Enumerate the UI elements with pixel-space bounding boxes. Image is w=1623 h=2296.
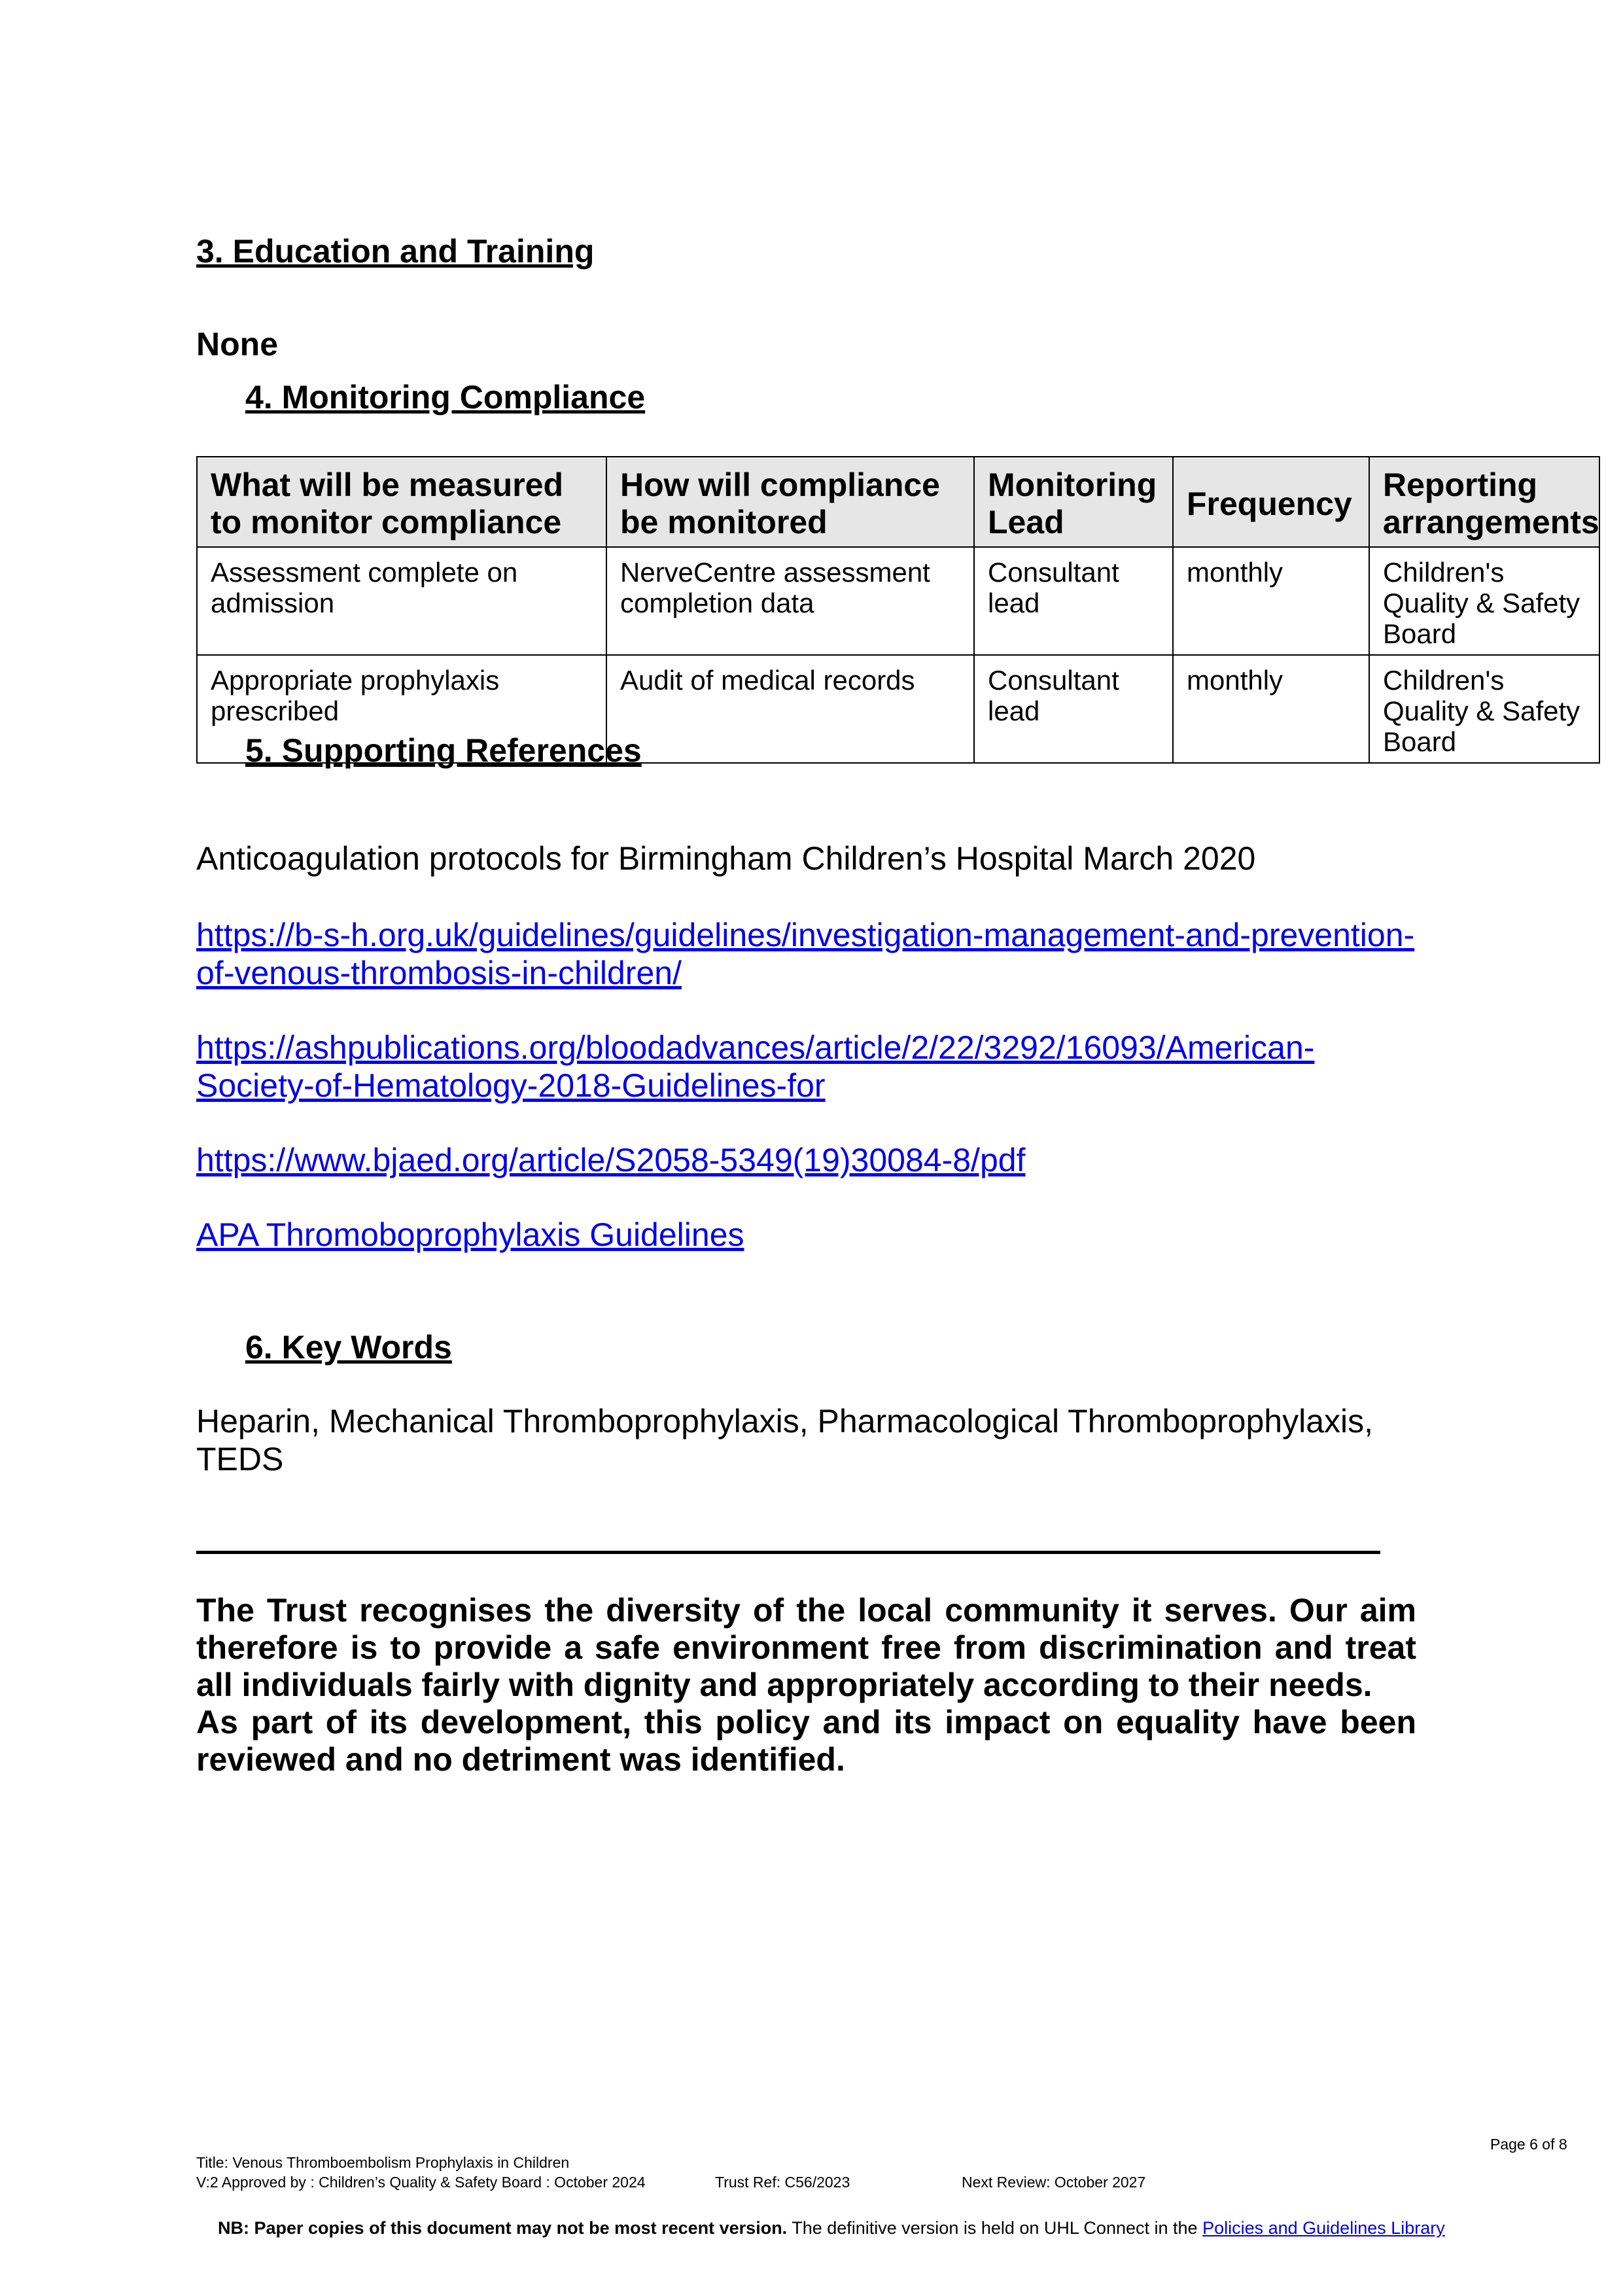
section-heading-education: 3. Education and Training <box>196 233 595 270</box>
keywords-text <box>196 1402 1373 1478</box>
policies-library-link[interactable]: Policies and Guidelines Library <box>1202 2218 1445 2238</box>
footer-nb <box>218 2217 1445 2238</box>
footer-nb-bold: NB: Paper copies of this document may not be most recent version. <box>218 2218 788 2238</box>
reference-link-line[interactable]: APA Thromoboprophylaxis Guidelines <box>196 1216 744 1253</box>
footer-trust-ref: Trust Ref: C56/2023 <box>715 2174 850 2191</box>
equality-statement <box>196 1592 1416 1778</box>
table-cell: NerveCentre assessment completion data <box>606 547 974 655</box>
table-cell: monthly <box>1173 655 1369 763</box>
reference-link-apa[interactable] <box>196 1216 744 1254</box>
monitoring-table <box>196 456 1600 764</box>
keywords-line: TEDS <box>196 1441 284 1477</box>
reference-link-ash[interactable] <box>196 1029 1314 1104</box>
table-cell: Appropriate prophylaxis prescribed <box>197 655 606 763</box>
column-header: Monitoring Lead <box>974 457 1173 547</box>
section-heading-keywords: 6. Key Words <box>245 1329 452 1366</box>
footer-title: Title: Venous Thromboembolism Prophylaxis in Children <box>196 2154 570 2171</box>
column-header: Frequency <box>1173 457 1369 547</box>
equality-statement-part: As part of its development, this policy and its impact on equality have been reviewed and no detriment was identified. <box>196 1704 1416 1778</box>
reference-link-bsh[interactable] <box>196 916 1414 992</box>
table-cell: Audit of medical records <box>606 655 974 763</box>
reference-link-line[interactable]: https://b-s-h.org.uk/guidelines/guidelines/investigation-management-and-prevention- <box>196 917 1415 953</box>
page-number: Page 6 of 8 <box>1490 2136 1567 2153</box>
keywords-line: Heparin, Mechanical Thromboprophylaxis, Pharmacological Thromboprophylaxis, <box>196 1403 1374 1439</box>
reference-link-line[interactable]: https://www.bjaed.org/article/S2058-5349(19)30084-8/pdf <box>196 1142 1026 1178</box>
column-header: What will be measured to monitor compliance <box>197 457 606 547</box>
table-cell: Children's Quality & Safety Board <box>1369 547 1599 655</box>
table-cell: Children's Quality & Safety Board <box>1369 655 1599 763</box>
table-row <box>197 547 1599 655</box>
equality-statement-part: The Trust recognises the diversity of the local community it serves. Our aim therefore is to provide a safe environment free from discrimination and treat all individuals fairly with dignity and appropriately according to their needs. <box>196 1592 1416 1703</box>
footer-approved: V:2 Approved by : Children’s Quality & Safety Board : October 2024 <box>196 2174 646 2191</box>
section-heading-monitoring: 4. Monitoring Compliance <box>245 379 646 415</box>
reference-link-line[interactable]: of-venous-thrombosis-in-children/ <box>196 955 682 991</box>
education-body: None <box>196 326 278 362</box>
footer-next-review: Next Review: October 2027 <box>962 2174 1146 2191</box>
reference-text: Anticoagulation protocols for Birmingham Children’s Hospital March 2020 <box>196 840 1256 877</box>
section-heading-references: 5. Supporting References <box>245 732 642 769</box>
reference-link-line[interactable]: Society-of-Hematology-2018-Guidelines-for <box>196 1067 826 1104</box>
footer-nb-text: The definitive version is held on UHL Connect in the <box>792 2218 1198 2238</box>
monitoring-table-wrapper <box>196 456 1600 764</box>
reference-link-bjaed[interactable] <box>196 1141 1025 1179</box>
column-header: Reporting arrangements <box>1369 457 1599 547</box>
reference-link-line[interactable]: https://ashpublications.org/bloodadvances/article/2/22/3292/16093/American- <box>196 1029 1315 1066</box>
table-cell: Assessment complete on admission <box>197 547 606 655</box>
table-cell: Consultant lead <box>974 655 1173 763</box>
table-cell: monthly <box>1173 547 1369 655</box>
table-cell: Consultant lead <box>974 547 1173 655</box>
table-header-row <box>197 457 1599 547</box>
column-header: How will compliance be monitored <box>606 457 974 547</box>
divider-line <box>196 1551 1380 1554</box>
